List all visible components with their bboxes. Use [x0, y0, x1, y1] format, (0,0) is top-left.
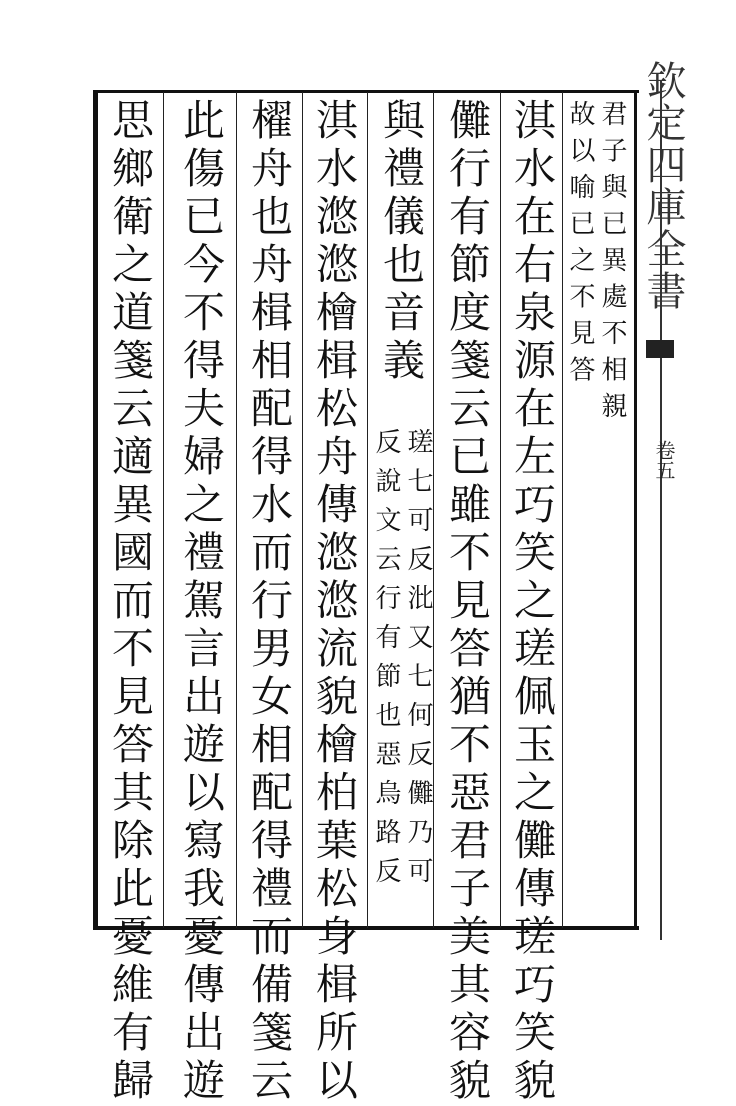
column-rule	[236, 92, 237, 928]
column-rule	[367, 92, 368, 928]
column-4-text: 與禮儀也音義	[377, 98, 426, 386]
column-rule	[562, 92, 563, 928]
column-3-text: 儺行有節度箋云已雖不見答猶不惡君子美其容貌	[443, 98, 492, 1106]
column-rule	[302, 92, 303, 928]
column-1-left-note: 故以喻已之不見答	[565, 100, 595, 392]
frame-top-border	[93, 90, 639, 93]
spine-juan-number: 卷五	[652, 440, 676, 480]
column-6-text: 櫂舟也舟楫相配得水而行男女相配得禮而備箋云	[245, 98, 294, 1106]
column-4-left-note: 反說文云行有節也惡烏路反	[371, 428, 401, 896]
column-rule	[433, 92, 434, 928]
column-rule	[500, 92, 501, 928]
frame-left-border	[93, 90, 98, 930]
spine-fishtail-mark	[646, 340, 674, 358]
spine-title: 欽定四庫全書	[640, 60, 686, 312]
column-2-text: 淇水在右泉源在左巧笑之瑳佩玉之儺傳瑳巧笑貌	[508, 98, 557, 1106]
column-rule	[163, 92, 164, 928]
column-8-text: 思鄉衛之道箋云適異國而不見答其除此憂維有歸	[106, 98, 155, 1106]
column-4-right-note: 瑳七可反沘又七何反儺乃可	[403, 428, 433, 896]
column-1-right-note: 君子與已異處不相親	[597, 100, 627, 429]
column-5-text: 淇水滺滺檜楫松舟傳滺滺流貌檜柏葉松身楫所以	[310, 98, 359, 1106]
column-7-text: 此傷已今不得夫婦之禮駕言出遊以寫我憂傳出遊	[177, 98, 226, 1106]
